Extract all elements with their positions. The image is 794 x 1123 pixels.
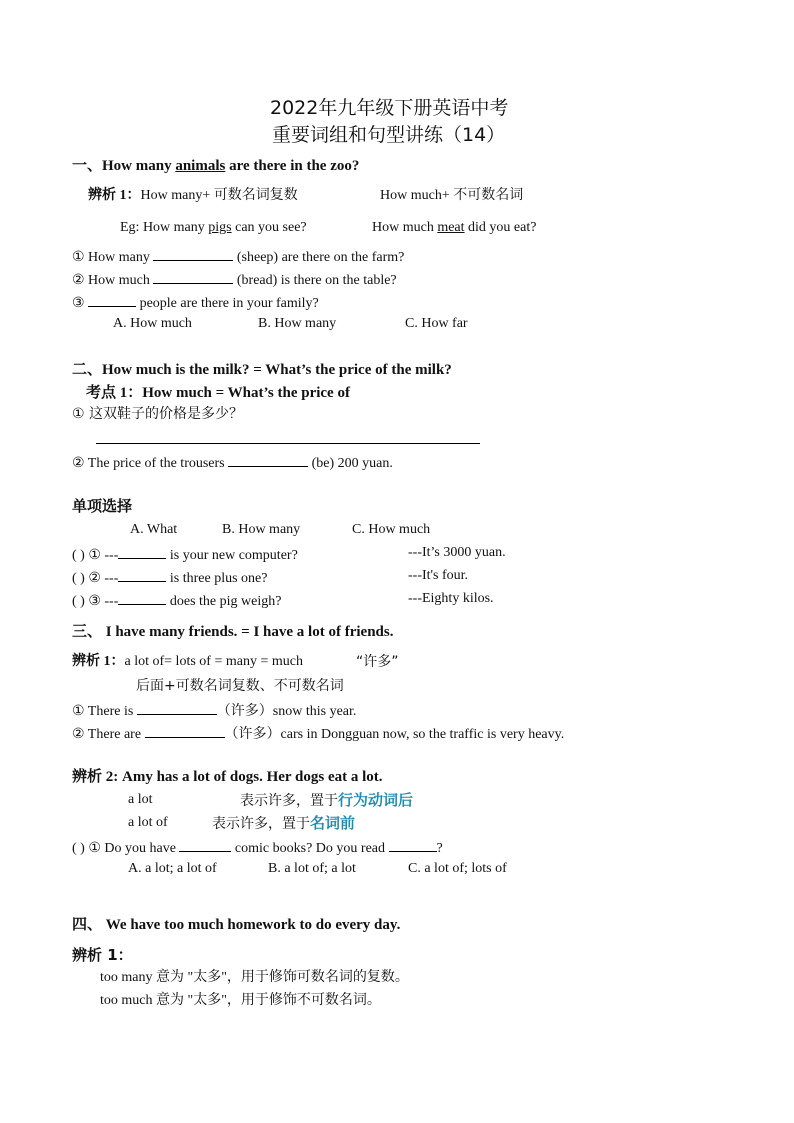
answer-blank[interactable] [137,700,217,715]
choice-option-a: A. a lot; a lot of [128,861,217,876]
section3-question-2: ② There are （许多）cars in Dongguan now, so the traffic is very heavy. [72,723,564,744]
section4-note-label: 辨析 1： [72,946,133,964]
option-b: B. How many [258,316,337,331]
mc-option-c: C. How much [352,522,431,537]
answer-blank[interactable] [118,544,166,559]
section1-note-b: How much+ 不可数名词 [380,188,524,203]
section3-note-2-heading: 辨析 2: Amy has a lot of dogs. Her dogs eat a lot. [72,769,383,785]
section1-heading: 一、How many animals are there in the zoo? [72,158,360,174]
section1-example-b: How much meat did you eat? [372,220,537,235]
section3-note-quote: “许多” [356,654,399,670]
option-c: C. How far [405,316,468,331]
answer-blank[interactable] [153,246,233,261]
section3-choice-question: ( ) ① Do you have comic books? Do you read ? [72,837,443,858]
alotof-explain: 表示许多，置于名词前 [212,814,356,832]
answer-blank[interactable] [179,837,231,852]
section1-question-3: ③ people are there in your family? [72,292,319,313]
page-title-line2: 重要词组和句型讲练（14） [272,124,506,146]
mc-answer-1: ---It’s 3000 yuan. [408,545,506,560]
answer-blank[interactable] [88,292,136,307]
choice-option-b: B. a lot of; a lot [268,861,356,876]
mc-option-b: B. How many [222,522,301,537]
section2-question-1: ① 这双鞋子的价格是多少？ [72,406,244,422]
alot-term: a lot [128,792,153,807]
alotof-term: a lot of [128,815,168,830]
section2-heading: 二、How much is the milk? = What’s the price of the milk? [72,362,452,378]
section2-point: 考点 1：How much = What’s the price of [86,385,350,401]
answer-blank[interactable] [118,590,166,605]
answer-blank[interactable] [389,837,437,852]
mc-answer-3: ---Eighty kilos. [408,591,494,606]
section3-note-2: 后面+可数名词复数、不可数名词 [136,678,344,694]
section1-question-2: ② How much (bread) is there on the table? [72,269,397,290]
answer-line[interactable] [96,443,480,444]
answer-blank[interactable] [145,723,225,738]
answer-blank[interactable] [153,269,233,284]
section4-line-2: too much 意为 "太多"，用于修饰不可数名词。 [100,993,381,1008]
answer-blank[interactable] [228,452,308,467]
option-a: A. How much [113,316,192,331]
alot-explain: 表示许多，置于行为动词后 [240,791,414,809]
section4-line-1: too many 意为 "太多"，用于修饰可数名词的复数。 [100,970,409,985]
mc-question-1: ( ) ① --- is your new computer? [72,544,298,565]
choice-option-c: C. a lot of; lots of [408,861,507,876]
answer-blank[interactable] [118,567,166,582]
section1-note: 辨析 1：How many+ 可数名词复数 [88,188,298,203]
section3-heading: 三、 I have many friends. = I have a lot of friends. [72,624,394,640]
section2-question-2: ② The price of the trousers (be) 200 yuan. [72,452,393,473]
section1-question-1: ① How many (sheep) are there on the farm? [72,246,404,267]
section3-question-1: ① There is （许多）snow this year. [72,700,356,721]
mc-question-2: ( ) ② --- is three plus one? [72,567,267,588]
mc-option-a: A. What [130,522,178,537]
mc-answer-2: ---It's four. [408,568,469,583]
multiple-choice-title: 单项选择 [72,497,133,515]
section1-example-a: Eg: How many pigs can you see? [120,220,307,235]
page-title-line1: 2022年九年级下册英语中考 [270,97,509,119]
section3-note-1: 辨析 1：a lot of= lots of = many = much [72,654,303,669]
mc-question-3: ( ) ③ --- does the pig weigh? [72,590,281,611]
section4-heading: 四、 We have too much homework to do every day. [72,917,401,933]
